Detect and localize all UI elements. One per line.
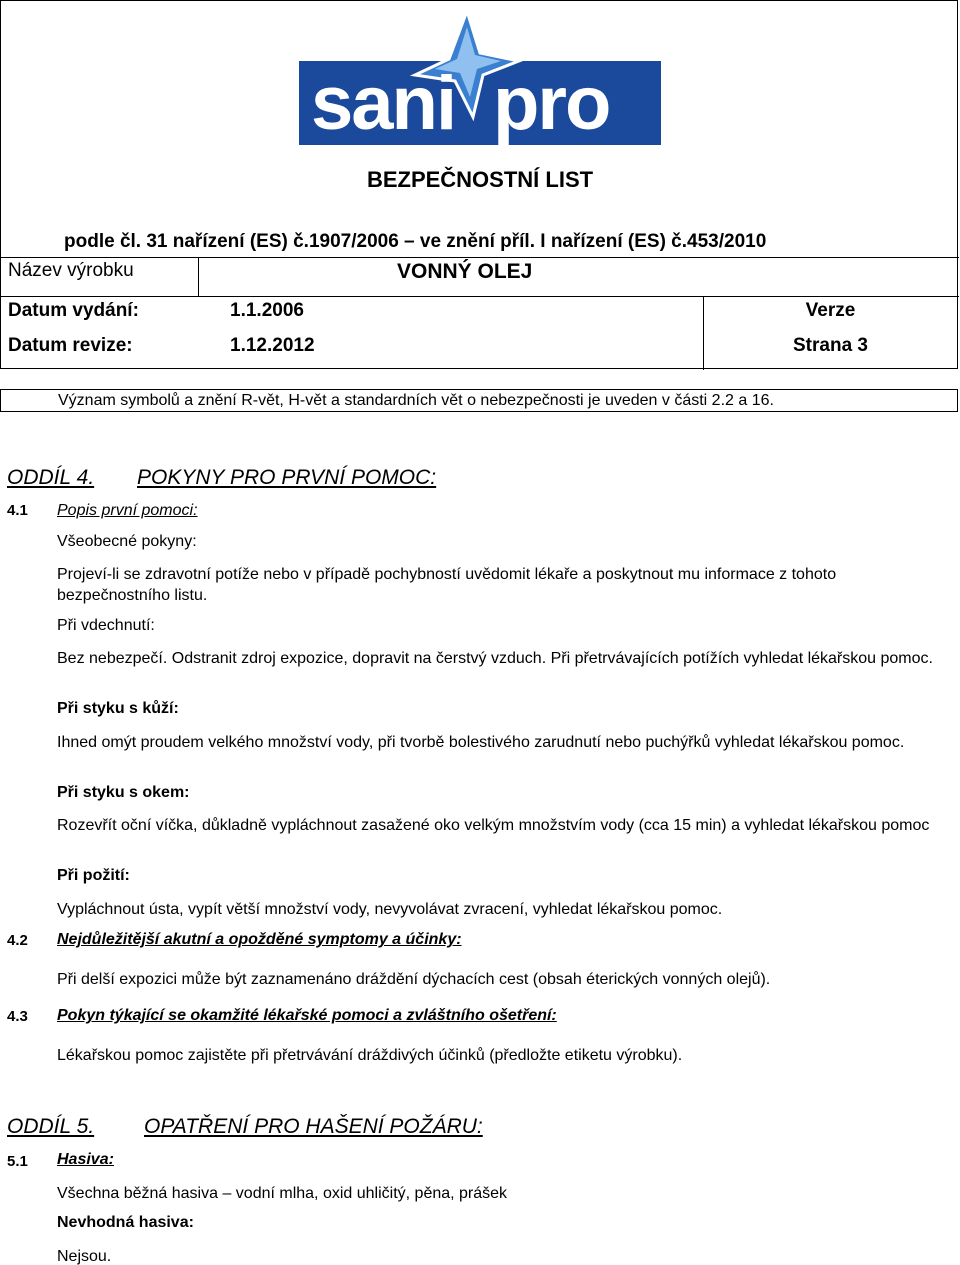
document-title: BEZPEČNOSTNÍ LIST [366, 167, 594, 192]
sanipro-logo [297, 9, 663, 147]
section5-title: OPATŘENÍ PRO HAŠENÍ POŽÁRU: [144, 1115, 483, 1138]
svg-text:pro: pro [493, 61, 610, 146]
issue-date: 1.1.2006 [230, 300, 304, 321]
product-label: Název výrobku [8, 260, 134, 281]
eye-label: Při styku s okem: [57, 784, 190, 801]
header-box [0, 0, 958, 369]
section4-number: ODDÍL 4. [7, 466, 95, 489]
unsuitable-text: Nejsou. [57, 1248, 112, 1265]
ingestion-text: Vypláchnout ústa, vypít větší množství vody, nevyvolávat zvracení, vyhledat lékařskou pomoc. [57, 901, 723, 918]
s51-text: Všechna běžná hasiva – vodní mlha, oxid uhličitý, pěna, prášek [57, 1185, 508, 1202]
s42-number: 4.2 [7, 932, 28, 949]
revision-label: Datum revize: [8, 335, 133, 356]
section5-heading [7, 1115, 483, 1139]
product-name: VONNÝ OLEJ [397, 260, 533, 283]
page-label: Strana 3 [793, 335, 868, 356]
ingestion-label: Při požití: [57, 867, 130, 884]
svg-text:sani: sani [311, 61, 456, 146]
eye-text: Rozevřít oční víčka, důkladně vypláchnout zasažené oko velkým množstvím vody (cca 15 min) a vyhledat lékařskou pomoc [57, 817, 930, 834]
s42-text: Při delší expozici může být zaznamenáno dráždění dýchacích cest (obsah éterických vonných olejů). [57, 971, 771, 988]
dates-row [1, 297, 959, 370]
s41-title: Popis první pomoci: [57, 502, 198, 519]
s43-text: Lékařskou pomoc zajistěte při přetrvávání dráždivých účinků (předložte etiketu výrobku). [57, 1047, 683, 1064]
inhalation-label: Při vdechnutí: [57, 617, 155, 634]
s41-number: 4.1 [7, 502, 28, 519]
s42-title: Nejdůležitější akutní a opožděné symptomy a účinky: [57, 931, 462, 948]
notice-box: Význam symbolů a znění R-vět, H-vět a standardních vět o nebezpečnosti je uveden v části 2.2 a 16. [0, 389, 958, 412]
revision-date: 1.12.2012 [230, 335, 315, 356]
inhalation-text: Bez nebezpečí. Odstranit zdroj expozice, dopravit na čerstvý vzduch. Při přetrvávajících potížích vyhledat lékařskou pomoc. [57, 650, 933, 667]
general-label: Všeobecné pokyny: [57, 533, 197, 550]
regulation-line: podle čl. 31 nařízení (ES) č.1907/2006 – ve znění příl. I nařízení (ES) č.453/2010 [64, 231, 767, 252]
section5-number: ODDÍL 5. [7, 1115, 95, 1138]
skin-label: Při styku s kůží: [57, 700, 179, 717]
divider [198, 257, 199, 297]
s43-title: Pokyn týkající se okamžité lékařské pomoci a zvláštního ošetření: [57, 1007, 557, 1024]
unsuitable-label: Nevhodná hasiva: [57, 1214, 194, 1231]
skin-text: Ihned omýt proudem velkého množství vody, při tvorbě bolestivého zarudnutí nebo puchýřků vyhledat lékařskou pomoc. [57, 734, 905, 751]
section4-heading [7, 466, 437, 490]
issue-label: Datum vydání: [8, 300, 139, 321]
general-text: Projeví-li se zdravotní potíže nebo v případě pochybností uvědomit lékaře a poskytnout mu informace z tohoto bezpečnostního listu. [57, 566, 837, 604]
version-label: Verze [805, 300, 856, 321]
section4-title: POKYNY PRO PRVNÍ POMOC: [137, 466, 437, 489]
s51-number: 5.1 [7, 1153, 28, 1170]
s43-number: 4.3 [7, 1008, 28, 1025]
s51-title: Hasiva: [57, 1151, 114, 1168]
product-row [1, 257, 959, 297]
